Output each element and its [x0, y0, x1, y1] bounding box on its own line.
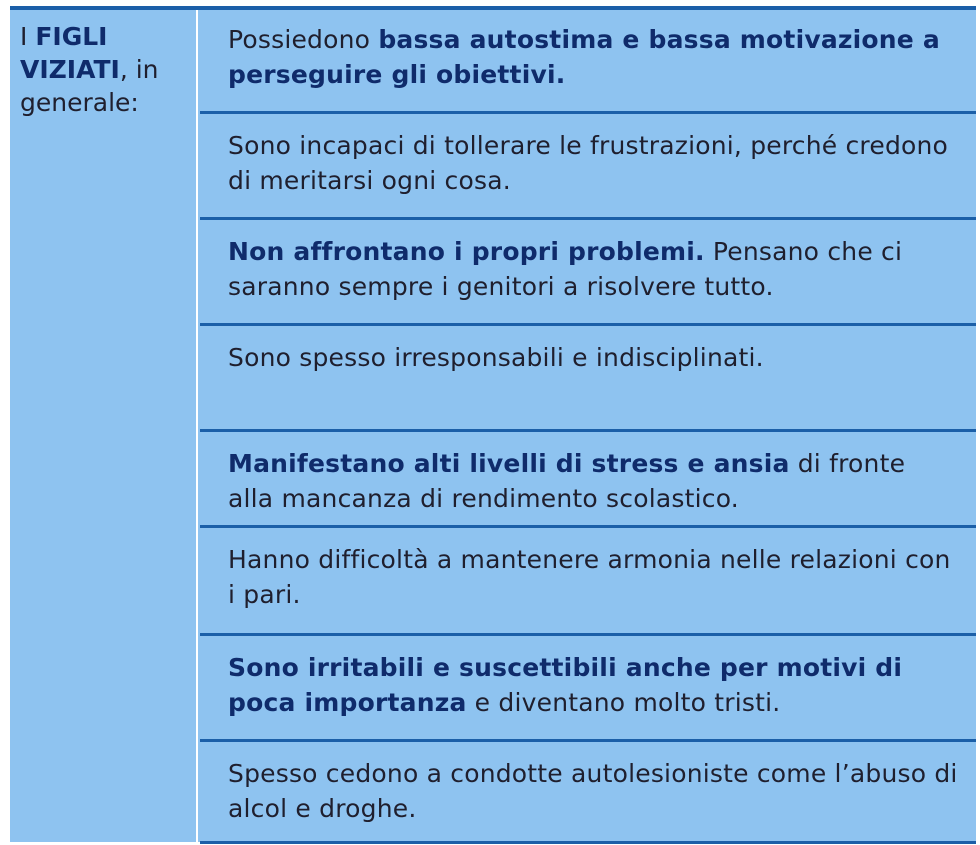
statement-row — [200, 116, 976, 198]
statement-part: Pensano che ci saranno sempre i genitori a risolvere tutto. — [228, 237, 903, 301]
statement-row — [200, 328, 976, 375]
row-divider — [200, 429, 976, 432]
statement-bold-part: Non affrontano i propri problemi. — [228, 237, 705, 266]
statement-text — [228, 650, 958, 720]
statement-text — [228, 234, 958, 304]
statement-part: di fronte alla mancanza di rendimento scolastico. — [228, 449, 906, 513]
row-divider — [200, 217, 976, 220]
statement-row — [200, 530, 976, 612]
statement-row — [200, 434, 976, 516]
statement-row — [200, 222, 976, 304]
statements-column — [200, 10, 976, 842]
row-divider — [200, 111, 976, 114]
statement-part: Hanno difficoltà a mantenere armonia nelle relazioni con i pari. — [228, 545, 951, 609]
statement-part: Sono incapaci di tollerare le frustrazioni, perché credono di meritarsi ogni cosa. — [228, 131, 949, 195]
statement-text — [228, 756, 958, 826]
statement-bold-part: bassa autostima e bassa motivazione a perseguire gli obiettivi. — [228, 25, 940, 89]
heading-text — [20, 20, 195, 119]
row-divider — [200, 633, 976, 636]
row-divider — [200, 525, 976, 528]
row-divider — [200, 841, 976, 844]
statement-part: Sono spesso irresponsabili e indisciplinati. — [228, 343, 764, 372]
statement-text — [228, 542, 958, 612]
statement-text — [228, 446, 958, 516]
info-table — [10, 6, 976, 842]
statement-text — [228, 22, 958, 92]
statement-text — [228, 340, 958, 375]
statement-part: Possiedono — [228, 25, 379, 54]
heading-cell — [10, 10, 198, 842]
statement-bold-part: Sono irritabili e suscettibili anche per motivi di poca importanza — [228, 653, 903, 717]
heading-bold: FIGLI VIZIATI — [20, 22, 120, 84]
statement-part: e diventano molto tristi. — [466, 688, 781, 717]
heading-suffix: , in generale: — [20, 55, 159, 117]
statement-part: Spesso cedono a condotte autolesioniste come l’abuso di alcol e droghe. — [228, 759, 958, 823]
row-divider — [200, 323, 976, 326]
statement-row — [200, 744, 976, 826]
heading-prefix: I — [20, 22, 36, 51]
statement-text — [228, 128, 958, 198]
statement-row — [200, 10, 976, 92]
row-divider — [200, 739, 976, 742]
statement-bold-part: Manifestano alti livelli di stress e ansia — [228, 449, 790, 478]
statement-row — [200, 638, 976, 720]
